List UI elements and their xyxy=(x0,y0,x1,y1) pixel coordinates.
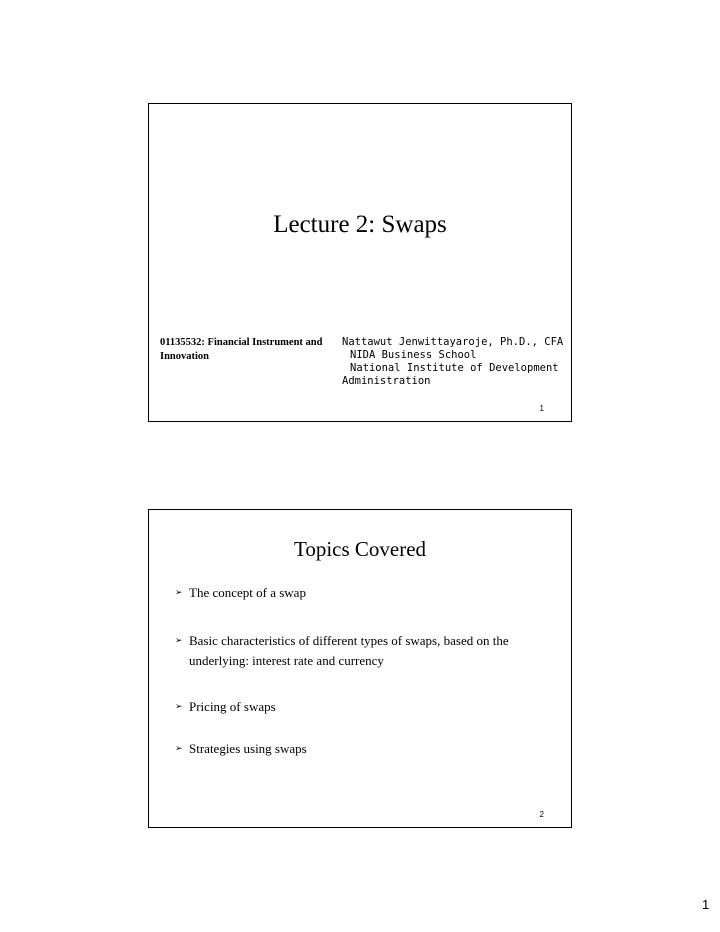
bullet-text: Strategies using swaps xyxy=(189,741,307,756)
arrow-bullet-icon: ➢ xyxy=(175,702,183,712)
slide-title: Topics Covered xyxy=(293,537,427,561)
arrow-bullet-icon: ➢ xyxy=(175,588,183,598)
slide-title: Lecture 2: Swaps xyxy=(273,211,447,238)
bullet-text: The concept of a swap xyxy=(189,585,306,600)
list-item xyxy=(175,739,555,759)
course-name: 01135532: Financial Instrument and Innovation xyxy=(160,337,323,362)
bullet-text: Basic characteristics of different types of swaps, based on the underlying: interest rate and currency xyxy=(189,633,509,668)
author-school: NIDA Business School xyxy=(350,349,477,361)
slide-number: 1 xyxy=(539,404,544,413)
author-block xyxy=(342,336,570,388)
author-institute-cont: Administration xyxy=(342,375,431,387)
author-institute: National Institute of Development xyxy=(350,362,559,374)
topics-list xyxy=(175,583,555,759)
arrow-bullet-icon: ➢ xyxy=(175,636,183,646)
slide-number: 2 xyxy=(539,810,544,819)
list-item xyxy=(175,631,555,671)
list-item xyxy=(175,583,555,603)
page-number: 1 xyxy=(702,897,710,912)
slide-2 xyxy=(148,509,572,828)
slide-1 xyxy=(148,103,572,422)
author-name: Nattawut Jenwittayaroje, Ph.D., CFA xyxy=(342,336,564,348)
list-item xyxy=(175,697,555,717)
bullet-text: Pricing of swaps xyxy=(189,699,276,714)
arrow-bullet-icon: ➢ xyxy=(175,744,183,754)
